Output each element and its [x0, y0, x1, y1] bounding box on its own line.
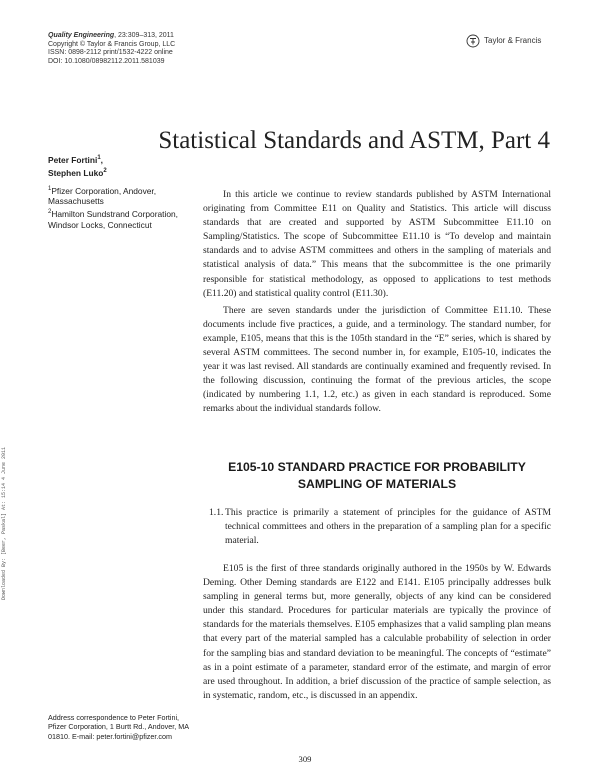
section-heading: [203, 459, 551, 493]
section-heading-line-2: SAMPLING OF MATERIALS: [297, 477, 457, 491]
author-1-sup: 1: [97, 155, 101, 161]
affiliation-1-text: Pfizer Corporation, Andover, Massachusetts: [48, 185, 157, 207]
journal-metadata: [48, 32, 175, 66]
author-2-sup: 2: [103, 167, 107, 174]
section-heading-line-1: E105-10 STANDARD PRACTICE FOR PROBABILITY: [228, 460, 526, 474]
copyright-line: Copyright © Taylor & Francis Group, LLC: [48, 40, 176, 48]
download-watermark: [1, 300, 11, 600]
download-note: Downloaded By: [Beer, Paskal] At: 15:14 4 June 2011: [1, 446, 7, 600]
affiliation-2-text: Hamilton Sundstrand Corporation, Windsor Locks, Connecticut: [48, 209, 178, 231]
journal-volume-pages: , 23:309–313, 2011: [114, 32, 174, 39]
author-1: Peter Fortini$^1$,: [48, 154, 103, 165]
affiliation-2: [48, 207, 188, 231]
author-2: [48, 166, 188, 179]
publisher-logo: [466, 34, 556, 54]
affiliation-1: [48, 184, 188, 208]
intro-paragraph-1: In this article we continue to review standards published by ASTM International originating from Committee E11 on Quality and Statistics. This article will discuss standards that are created and supported by ASTM Subcommittee E11.10 on Sampling/Statistics. The scope of Subcommittee E11.10 is “To develop and maintain standards and to advise ASTM committees and others in the sampling of materials and statistical analysis of data.” This means that the subcommittee is the one primarily responsible for statistical methodology, as opposed to applications to test methods (E11.20) and statistical quality control (E11.30).: [203, 189, 551, 299]
issn-line: ISSN: 0898-2112 print/1532-4222 online: [48, 49, 173, 57]
clause-number: 1.1.: [209, 507, 224, 518]
taylor-francis-logo-icon: [466, 34, 480, 48]
affiliations: [48, 184, 188, 232]
article-title: Statistical Standards and ASTM, Part 4: [158, 126, 550, 154]
discussion-paragraph: E105 is the first of three standards originally authored in the 1950s by W. Edwards Deming. Other Deming standards are E122 and E141. E105 principally addresses bulk sampling in general terms but, more generally, objects of any kind can be considered under this standard. Procedures for particular materials are typically the province of standards for the materials themselves. E105 emphasizes that a valid sampling plan means that every part of the material sampled has a calculable probability of selection in order for the sampling bias and standard deviation to be meaningful. The concepts of “estimate” as in a point estimate of a parameter, standard error of the estimate, and margin of error are used throughout. In addition, a brief discussion of the practice of sample selection, as in systematic, random, etc., is discussed in an appendix.: [203, 563, 551, 701]
affiliation-2-sup: 2: [48, 209, 52, 216]
author-2-name: Stephen Luko: [48, 167, 104, 178]
author-names: [48, 153, 188, 179]
affiliation-1-sup: 1: [48, 185, 52, 192]
author-1-name: Peter Fortini: [48, 154, 98, 165]
intro-paragraph-2: There are seven standards under the jurisdiction of Committee E11.10. These documents include five practices, a guide, and a terminology. The standard number, for example, E105, means that this is the 105th standard in the “E” series, which is shared by several ASTM committees. The second number in, for example, E105-10, indicates the year it was last revised. All standards are continually examined and frequently revised. In the following discussion, continuing the format of the previous articles, the scope (indicated by numbering 1.1, 1.2, etc.) as given in each standard is reproduced. Some remarks about the individual standards follow.: [203, 304, 551, 415]
discussion-section: [203, 562, 551, 703]
publisher-name: Taylor & Francis: [484, 36, 542, 45]
journal-citation: [48, 32, 175, 41]
clause-text: This practice is primarily a statement of principles for the guidance of ASTM technical committees and others in the preparation of a sampling plan for a specific material.: [225, 507, 551, 547]
scope-clause: [203, 506, 551, 548]
journal-name: Quality Engineering: [48, 32, 115, 39]
page-number: 309: [298, 754, 312, 764]
correspondence-note: Address correspondence to Peter Fortini, Pfizer Corporation, 1 Burtt Rd., Andover, MA 01810. E-mail: peter.fortini@pfizer.com: [48, 713, 189, 741]
intro-section: [203, 188, 551, 417]
author-block: [48, 153, 188, 231]
doi-line: DOI: 10.1080/08982112.2011.581039: [48, 57, 165, 65]
